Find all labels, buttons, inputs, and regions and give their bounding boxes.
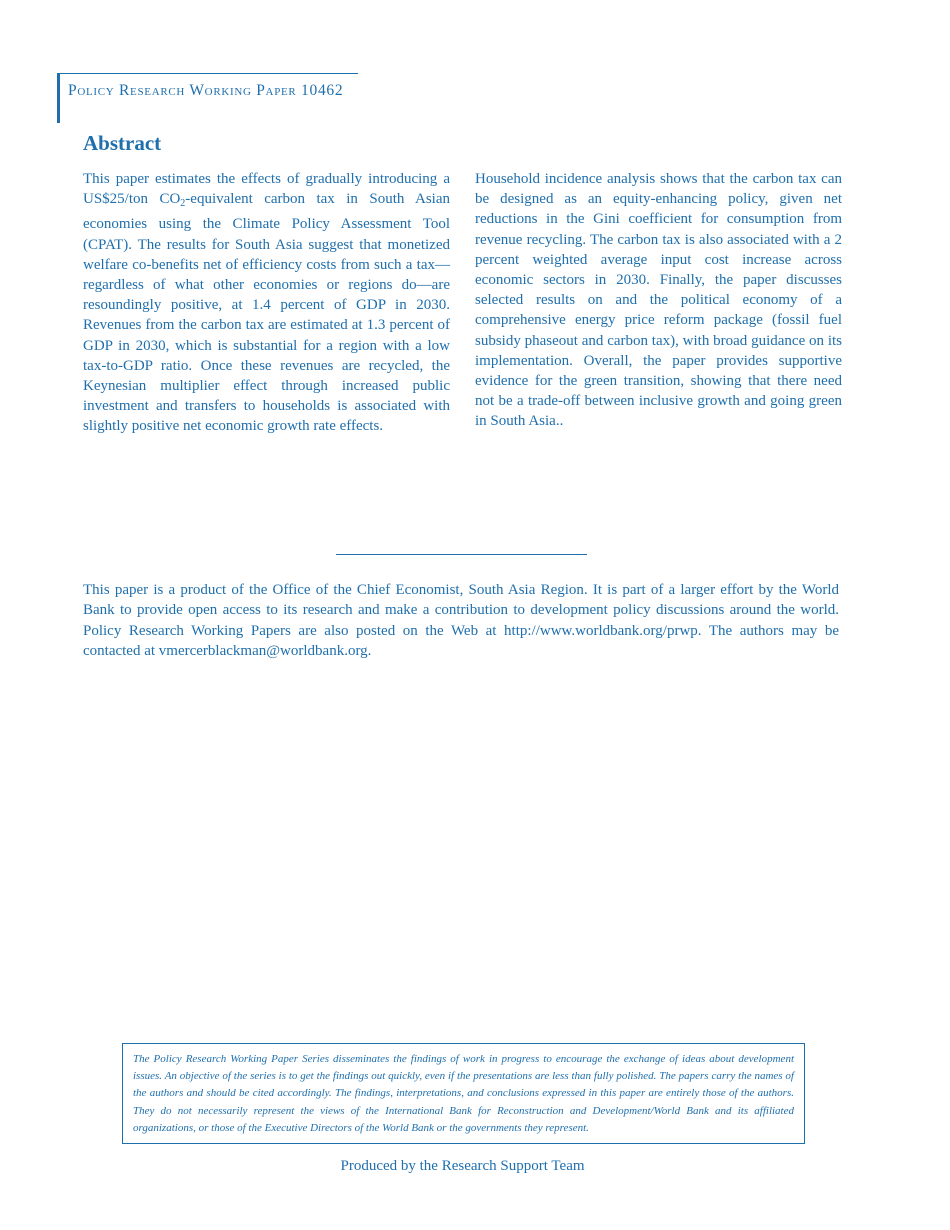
header-rule xyxy=(60,73,358,74)
produced-by: Produced by the Research Support Team xyxy=(340,1158,585,1174)
abstract-left-text-2: -equivalent carbon tax in South Asian economies using the Climate Policy Assessment Tool (CPAT). The results for South Asia suggest that monetized welfare co-benefits net of efficiency costs from such a tax—regardless of what other economies or regions do—are resoundingly positive, at 1.4 percent of GDP in 2030. Revenues from the carbon tax are estimated at 1.3 percent of GDP in 2030, which is substantial for a region with a low tax-to-GDP ratio. Once these revenues are recycled, the Keynesian multiplier effect through increased public investment and transfers to households is associated with slightly positive net economic growth rate effects. xyxy=(83,191,450,435)
disclaimer-box xyxy=(122,1043,805,1144)
series-title: Policy Research Working Paper 10462 xyxy=(68,82,344,99)
abstract-left-column xyxy=(83,169,450,437)
product-note: This paper is a product of the Office of the Chief Economist, South Asia Region. It is part of a larger effort by the World Bank to provide open access to its research and make a contribution to development policy discussions around the world. Policy Research Working Papers are also posted on the Web at http://www.worldbank.org/prwp. The authors may be contacted at vmercerblackman@worldbank.org. xyxy=(83,582,839,660)
co2-subscript: 2 xyxy=(180,198,186,210)
series-header xyxy=(57,73,358,123)
disclaimer-text: The Policy Research Working Paper Series disseminates the findings of work in progress to encourage the exchange of ideas about development issues. An objective of the series is to get the findings out quickly, even if the presentations are less than fully polished. The papers carry the names of the authors and should be cited accordingly. The findings, interpretations, and conclusions expressed in this paper are entirely those of the authors. They do not necessarily represent the views of the International Bank for Reconstruction and Development/World Bank and its affiliated organizations, or those of the Executive Directors of the World Bank or the governments they represent. xyxy=(133,1053,794,1134)
abstract-left-text-1: This paper estimates the effects of gradually introducing a US$25/ton CO xyxy=(83,171,450,208)
abstract-right-column: Household incidence analysis shows that the carbon tax can be designed as an equity-enhancing policy, given net reductions in the Gini coefficient for consumption from revenue recycling. The carbon tax is also associated with a 2 percent weighted average input cost increase across economic sectors in 2030. Finally, the paper discusses selected results on and the political economy of a comprehensive energy price reform package (fossil fuel subsidy phaseout and carbon tax), with broad guidance on its implementation. Overall, the paper provides supportive evidence for the green transition, showing that there need not be a trade-off between inclusive growth and going green in South Asia.. xyxy=(475,171,842,430)
section-divider xyxy=(336,554,587,555)
abstract-heading: Abstract xyxy=(83,131,162,155)
